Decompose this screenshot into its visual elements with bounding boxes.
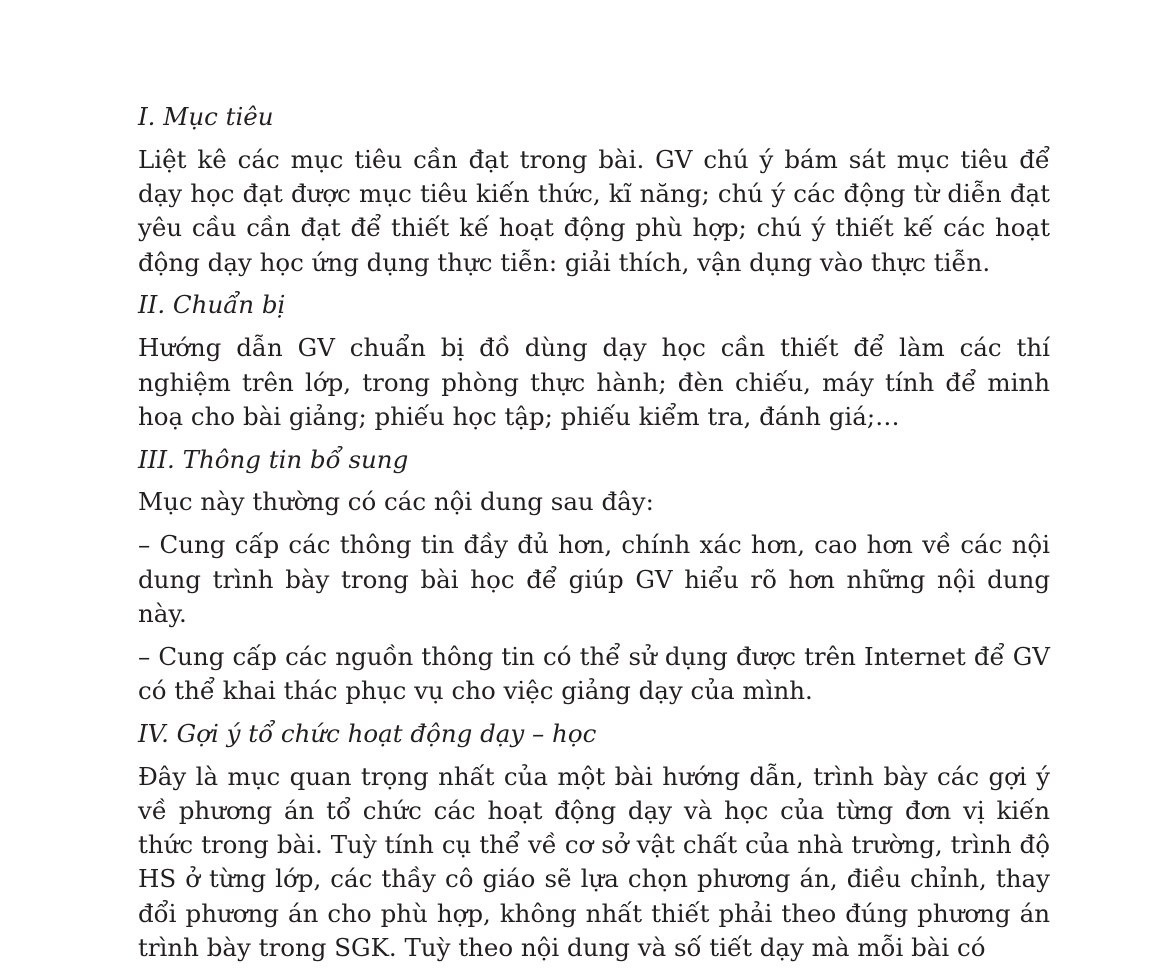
section-heading-activities: IV. Gợi ý tổ chức hoạt động dạy – học (138, 718, 597, 748)
document-page (138, 100, 1050, 974)
additional-info-item-1: – Cung cấp các thông tin đầy đủ hơn, chính xác hơn, cao hơn về các nội dung trình bày trong bài học để giúp GV hiểu rõ hơn những nội dung này. (138, 530, 1050, 628)
section-heading-objectives: I. Mục tiêu (138, 102, 274, 131)
additional-info-intro: Mục này thường có các nội dung sau đây: (138, 487, 654, 517)
activities-paragraph: Đây là mục quan trọng nhất của một bài hướng dẫn, trình bày các gợi ý về phương án tổ chức các hoạt động dạy và học của từng đơn vị kiến thức trong bài. Tuỳ tính cụ thể về cơ sở vật chất của nhà trường, trình độ HS ở từng lớp, các thầy cô giáo sẽ lựa chọn phương án, điều chỉnh, thay đổi phương án cho phù hợp, không nhất thiết phải theo đúng phương án trình bày trong SGK. Tuỳ theo nội dung và số tiết dạy mà mỗi bài có (138, 761, 1050, 963)
preparation-paragraph: Hướng dẫn GV chuẩn bị đồ dùng dạy học cần thiết để làm các thí nghiệm trên lớp, trong phòng thực hành; đèn chiếu, máy tính để minh hoạ cho bài giảng; phiếu học tập; phiếu kiểm tra, đánh giá;… (138, 333, 1050, 431)
section-heading-preparation: II. Chuẩn bị (138, 290, 286, 320)
section-heading-additional-info: III. Thông tin bổ sung (138, 444, 409, 474)
objectives-paragraph: Liệt kê các mục tiêu cần đạt trong bài. GV chú ý bám sát mục tiêu để dạy học đạt được mục tiêu kiến thức, kĩ năng; chú ý các động từ diễn đạt yêu cầu cần đạt để thiết kế hoạt động phù hợp; chú ý thiết kế các hoạt động dạy học ứng dụng thực tiễn: giải thích, vận dụng vào thực tiễn. (138, 144, 1050, 277)
additional-info-item-2: – Cung cấp các nguồn thông tin có thể sử dụng được trên Internet để GV có thể khai thác phục vụ cho việc giảng dạy của mình. (138, 641, 1050, 705)
